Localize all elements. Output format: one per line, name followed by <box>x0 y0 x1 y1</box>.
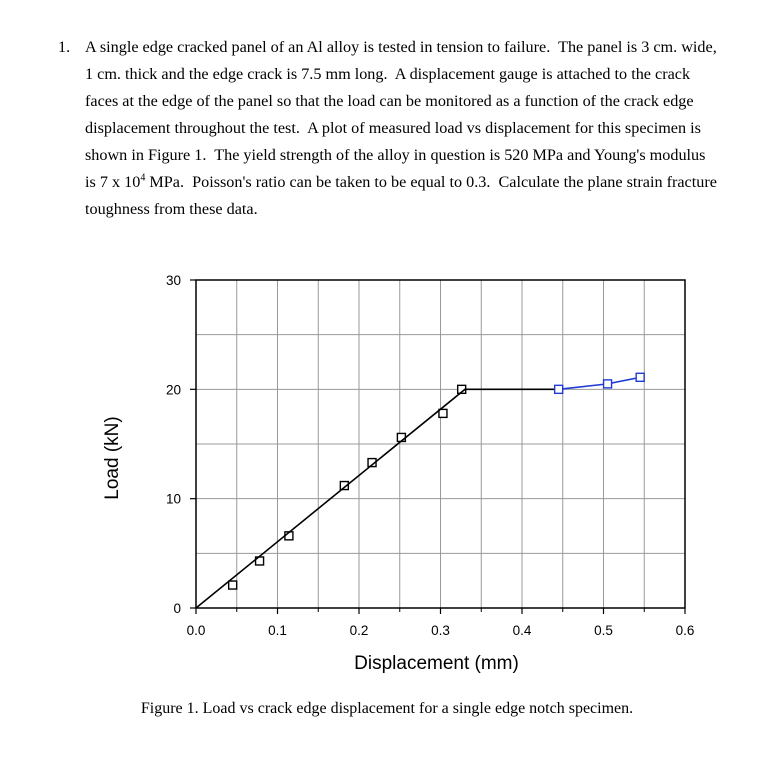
sentence-5: The yield strength of the alloy in question is 520 MPa and Young's modulus is 7 x 10 <box>85 146 706 191</box>
sentence-2: The panel is 3 cm. wide, 1 cm. thick and the edge crack is 7.5 mm long. <box>85 38 717 83</box>
x-tick-label: 0.2 <box>349 623 369 638</box>
sentence-4: A plot of measured load vs displacement for this specimen is shown in Figure 1. <box>85 119 701 164</box>
x-tick-label: 0.4 <box>512 623 532 638</box>
axes-layer <box>166 273 694 638</box>
figure-caption: Figure 1. Load vs crack edge displacement for a single edge notch specimen. <box>140 700 634 717</box>
x-axis-label: Displacement (mm) <box>354 653 519 674</box>
data-point-marker <box>229 581 237 589</box>
y-tick-label: 10 <box>165 491 181 507</box>
data-point-marker <box>439 409 447 417</box>
sentence-7: Calculate the plane strain fracture toughness from these data. <box>85 173 717 218</box>
y-tick-label: 30 <box>165 273 181 288</box>
data-point-marker <box>555 385 563 393</box>
sentence-3: A displacement gauge is attached to the crack faces at the edge of the panel so that the load can be monitored as a function of the crack edge displacement throughout the test. <box>85 65 694 137</box>
grid-layer <box>196 280 685 608</box>
x-tick-label: 0.3 <box>431 623 450 638</box>
y-tick-label: 20 <box>165 382 181 398</box>
series-layer <box>196 373 644 608</box>
data-point-marker <box>636 373 644 381</box>
x-tick-label: 0.5 <box>594 623 613 638</box>
exponent: 4 <box>140 172 146 184</box>
y-tick-label: 0 <box>173 601 181 616</box>
data-point-marker <box>604 380 612 388</box>
x-tick-label: 0.0 <box>186 623 206 638</box>
sentence-6: Poisson's ratio can be taken to be equal to 0.3. <box>192 173 491 191</box>
sentence-5-unit: MPa. <box>145 173 185 191</box>
x-tick-label: 0.1 <box>268 623 287 638</box>
y-axis-label: Load (kN) <box>102 416 123 500</box>
sentence-1: A single edge cracked panel of an Al alloy is tested in tension to failure. <box>85 38 551 56</box>
x-tick-label: 0.6 <box>675 623 695 638</box>
problem-number: 1. <box>58 38 71 56</box>
series-line <box>559 377 641 389</box>
